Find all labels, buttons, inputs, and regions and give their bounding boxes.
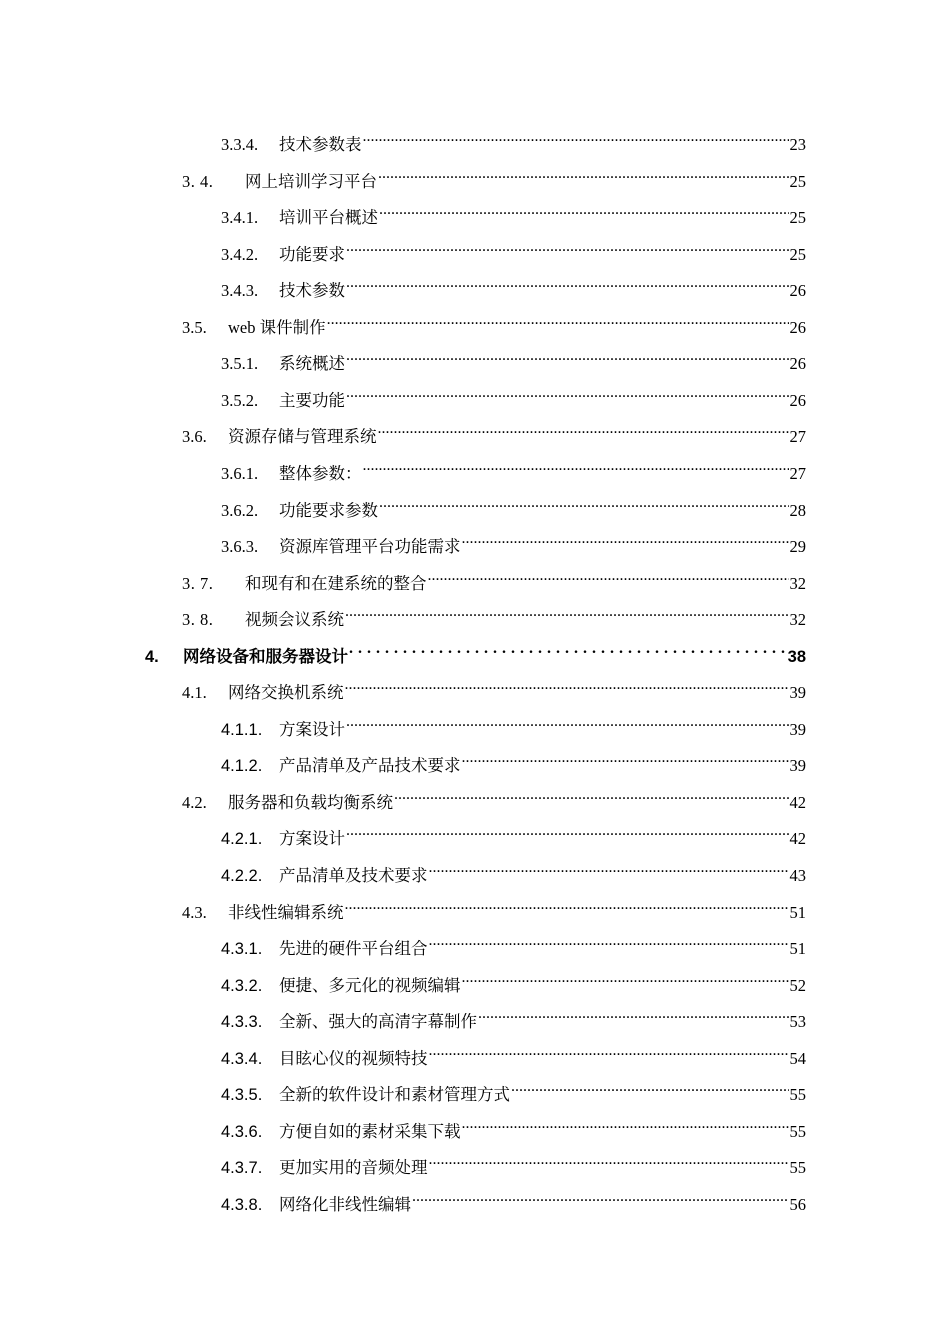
toc-entry-page: 32 [789, 573, 806, 593]
toc-entry-page: 25 [789, 208, 806, 228]
toc-entry[interactable] [221, 526, 806, 557]
toc-entry-title: 资源存储与管理系统 [228, 427, 377, 447]
toc-entry-page: 29 [789, 537, 806, 557]
toc-entry-number: 3.6.1. [221, 463, 259, 483]
toc-entry-number: 3.4.2. [221, 244, 259, 264]
toc-entry-number: 4.1.2. [221, 757, 263, 776]
toc-entry[interactable] [182, 782, 806, 812]
toc-entry[interactable] [221, 709, 806, 739]
dot-leader [378, 416, 789, 442]
toc-entry-number: 4.3.4. [221, 1049, 263, 1068]
toc-entry-number: 3.5.2. [221, 390, 259, 410]
toc-entry-page: 55 [789, 1121, 806, 1141]
toc-entry[interactable] [221, 343, 806, 374]
toc-entry-number: 4.2.1. [221, 830, 263, 849]
toc-entry-page: 25 [789, 171, 806, 191]
toc-entry-title: 技术参数表 [279, 135, 362, 154]
toc-entry[interactable] [221, 928, 806, 959]
toc-entry-title: 非线性编辑系统 [228, 902, 344, 922]
toc-entry-number: 4.3.2. [221, 976, 263, 995]
toc-entry-title: 产品清单及技术要求 [279, 866, 428, 885]
toc-entry-page: 27 [789, 463, 806, 483]
toc-entry-page: 38 [787, 647, 806, 666]
dot-leader [462, 965, 789, 991]
toc-entry[interactable] [182, 672, 806, 703]
toc-entry[interactable] [221, 1147, 806, 1178]
toc-entry-title: 方便自如的素材采集下载 [279, 1121, 461, 1141]
toc-entry[interactable] [221, 1038, 806, 1068]
toc-entry-page: 25 [789, 244, 806, 264]
toc-entry-title: 系统概述 [279, 354, 345, 374]
toc-entry[interactable] [221, 490, 806, 520]
dot-leader [346, 234, 789, 260]
toc-entry-number: 3. 8. [182, 610, 214, 630]
toc-entry[interactable] [182, 599, 806, 630]
toc-entry-title: 全新的软件设计和素材管理方式 [279, 1085, 510, 1105]
toc-entry[interactable] [221, 855, 806, 885]
toc-entry-page: 55 [789, 1085, 806, 1105]
toc-entry-number: 4.1. [182, 683, 207, 703]
dot-leader [511, 1074, 789, 1100]
toc-entry[interactable] [221, 234, 806, 264]
dot-leader [345, 892, 789, 918]
toc-entry[interactable] [221, 818, 806, 849]
toc-entry-title: 功能要求 [279, 244, 345, 264]
dot-leader [428, 563, 789, 589]
toc-entry[interactable] [182, 161, 806, 191]
toc-entry-number: 4.3.5. [221, 1086, 263, 1105]
toc-entry-title: 产品清单及产品技术要求 [279, 756, 461, 776]
toc-entry-number: 4.3.3. [221, 1013, 263, 1032]
toc-entry-title: 服务器和负载均衡系统 [228, 792, 393, 812]
toc-entry-title: 资源库管理平台功能需求 [279, 537, 461, 557]
toc-entry-page: 26 [789, 317, 806, 337]
toc-entry-page: 39 [789, 756, 806, 776]
toc-entry-title: 和现有和在建系统的整合 [245, 573, 427, 593]
toc-entry-number: 3.5.1. [221, 354, 259, 374]
toc-entry-number: 3.4.3. [221, 281, 259, 301]
toc-entry-number: 4.3.6. [221, 1122, 263, 1141]
toc-entry-page: 26 [789, 354, 806, 374]
dot-leader [462, 1111, 789, 1137]
dot-leader [412, 1184, 789, 1210]
toc-entry-page: 23 [789, 135, 806, 154]
dot-leader [346, 818, 789, 844]
toc-entry-page: 39 [789, 683, 806, 703]
dot-leader [429, 855, 789, 881]
toc-entry-page: 26 [789, 281, 806, 301]
toc-entry-title: 技术参数 [279, 281, 345, 301]
toc-entry[interactable] [221, 197, 806, 228]
dot-leader [462, 745, 789, 771]
dot-leader [346, 709, 789, 735]
dot-leader [349, 636, 787, 662]
toc-entry-number: 3. 4. [182, 171, 214, 191]
dot-leader [378, 161, 789, 187]
toc-entry-page: 55 [789, 1158, 806, 1178]
toc-entry-number: 4.3. [182, 902, 207, 922]
dot-leader [379, 490, 789, 516]
toc-entry-number: 4.1.1. [221, 720, 263, 739]
dot-leader [345, 672, 789, 698]
toc-entry-number: 4.2.2. [221, 867, 263, 885]
toc-entry[interactable] [221, 124, 806, 154]
dot-leader [379, 197, 789, 223]
toc-entry[interactable] [221, 965, 806, 995]
toc-entry[interactable] [221, 453, 806, 483]
toc-entry-page: 56 [789, 1194, 806, 1214]
toc-entry[interactable] [182, 892, 806, 922]
toc-entry-page: 52 [789, 975, 806, 995]
toc-entry-title: 功能要求参数 [279, 500, 378, 520]
toc-entry-number: 3.6. [182, 427, 207, 447]
toc-entry[interactable] [182, 416, 806, 447]
toc-entry-page: 43 [789, 866, 806, 885]
toc-entry-page: 51 [789, 939, 806, 959]
toc-entry-title: 培训平台概述 [279, 208, 378, 228]
toc-entry-title: 更加实用的音频处理 [279, 1158, 428, 1178]
toc-entry-title: web 课件制作 [228, 317, 326, 337]
toc-entry-page: 32 [789, 610, 806, 630]
toc-entry-number: 4. [145, 647, 159, 666]
toc-entry[interactable] [221, 1074, 806, 1105]
toc-entry[interactable] [221, 1111, 806, 1141]
toc-entry-number: 4.3.1. [221, 940, 263, 959]
toc-entry-page: 51 [789, 902, 806, 922]
toc-entry[interactable] [221, 380, 806, 410]
dot-leader [363, 124, 789, 150]
toc-entry-page: 54 [789, 1048, 806, 1068]
toc-entry-number: 3.6.3. [221, 537, 259, 557]
toc-entry-page: 42 [789, 829, 806, 849]
toc-entry-page: 53 [789, 1012, 806, 1032]
dot-leader [327, 307, 789, 333]
toc-entry-title: 视频会议系统 [245, 610, 344, 630]
dot-leader [429, 928, 789, 954]
toc-entry-page: 26 [789, 390, 806, 410]
toc-entry-page: 28 [789, 500, 806, 520]
toc-entry[interactable] [182, 563, 806, 593]
toc-entry-title: 主要功能 [279, 390, 345, 410]
dot-leader [345, 599, 789, 625]
toc-entry-title: 目眩心仪的视频特技 [279, 1048, 428, 1068]
toc-entry-page: 39 [789, 719, 806, 739]
toc-entry-title: 整体参数： [279, 463, 362, 483]
dot-leader [346, 380, 789, 406]
toc-entry-number: 3.3.4. [221, 135, 259, 154]
dot-leader [429, 1038, 789, 1064]
toc-entry[interactable] [221, 270, 806, 301]
dot-leader [363, 453, 789, 479]
toc-entry-title: 网络交换机系统 [228, 683, 344, 703]
toc-entry[interactable] [221, 1001, 806, 1032]
toc-entry-number: 4.3.8. [221, 1195, 263, 1214]
dot-leader [429, 1147, 789, 1173]
dot-leader [394, 782, 789, 808]
toc-entry-number: 4.3.7. [221, 1159, 263, 1178]
toc-entry-title: 方案设计 [279, 829, 345, 849]
toc-entry-page: 27 [789, 427, 806, 447]
dot-leader [346, 270, 789, 296]
toc-entry-title: 全新、强大的高清字幕制作 [279, 1012, 477, 1032]
toc-entry[interactable] [221, 745, 806, 776]
toc-entry-title: 网络设备和服务器设计 [183, 646, 348, 666]
dot-leader [346, 343, 789, 369]
toc-entry-title: 方案设计 [279, 719, 345, 739]
toc-entry[interactable] [221, 1184, 806, 1214]
dot-leader [478, 1001, 789, 1027]
toc-entry-page: 42 [789, 792, 806, 812]
toc-entry-number: 3. 7. [182, 573, 214, 593]
dot-leader [462, 526, 789, 552]
toc-entry-title: 便捷、多元化的视频编辑 [279, 975, 461, 995]
toc-entry[interactable] [145, 636, 806, 666]
toc-entry-title: 先进的硬件平台组合 [279, 939, 428, 959]
toc-entry-number: 4.2. [182, 792, 207, 812]
toc-entry-number: 3.6.2. [221, 500, 259, 520]
toc-entry-title: 网上培训学习平台 [245, 171, 377, 191]
toc-entry-number: 3.4.1. [221, 208, 259, 228]
toc-entry-number: 3.5. [182, 317, 207, 337]
toc-entry-title: 网络化非线性编辑 [279, 1194, 411, 1214]
toc-entry[interactable] [182, 307, 806, 337]
